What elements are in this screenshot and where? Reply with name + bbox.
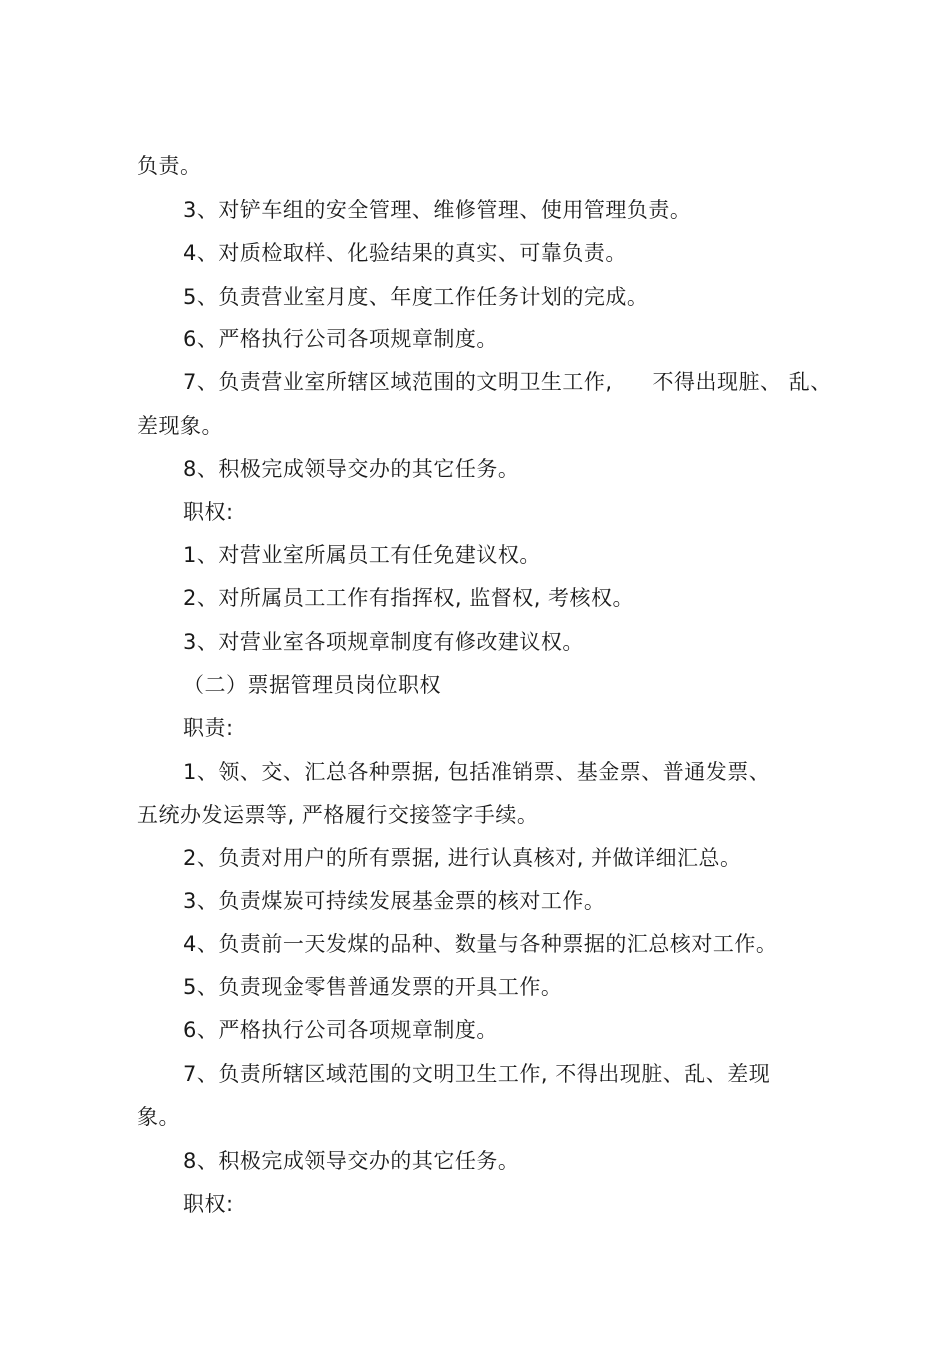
text-segment: 7、负责营业室所辖区域范围的文明卫生工作, [183,370,613,394]
text-line: 五统办发运票等, 严格履行交接签字手续。 [137,803,539,827]
text-line: 8、积极完成领导交办的其它任务。 [183,1149,520,1173]
section-heading: （二）票据管理员岗位职权 [183,673,441,697]
section-label: 职责: [183,716,234,740]
text-line: 2、负责对用户的所有票据, 进行认真核对, 并做详细汇总。 [183,846,742,870]
section-label: 职权: [183,1192,234,1216]
text-line: 5、负责现金零售普通发票的开具工作。 [183,975,563,999]
text-segment: 不得出现脏、 乱、 [652,370,832,394]
text-line: 7、负责所辖区域范围的文明卫生工作, 不得出现脏、乱、差现 [183,1062,771,1086]
text-line: 4、负责前一天发煤的品种、数量与各种票据的汇总核对工作。 [183,932,778,956]
text-line: 2、对所属员工工作有指挥权, 监督权, 考核权。 [183,586,635,610]
text-line: 6、严格执行公司各项规章制度。 [183,1018,498,1042]
text-line [183,368,832,396]
text-line: 3、负责煤炭可持续发展基金票的核对工作。 [183,889,606,913]
text-line: 8、积极完成领导交办的其它任务。 [183,457,520,481]
section-label: 职权: [183,500,234,524]
text-line: 5、负责营业室月度、年度工作任务计划的完成。 [183,285,649,309]
text-line: 象。 [137,1105,180,1129]
text-line: 1、对营业室所属员工有任免建议权。 [183,543,541,567]
text-line: 3、对营业室各项规章制度有修改建议权。 [183,630,584,654]
text-line: 4、对质检取样、化验结果的真实、可靠负责。 [183,241,627,265]
text-line: 6、严格执行公司各项规章制度。 [183,327,498,351]
text-line: 负责。 [137,154,202,178]
text-line: 差现象。 [137,414,223,438]
text-line: 1、领、交、汇总各种票据, 包括准销票、基金票、普通发票、 [183,760,771,784]
text-line: 3、对铲车组的安全管理、维修管理、使用管理负责。 [183,198,692,222]
